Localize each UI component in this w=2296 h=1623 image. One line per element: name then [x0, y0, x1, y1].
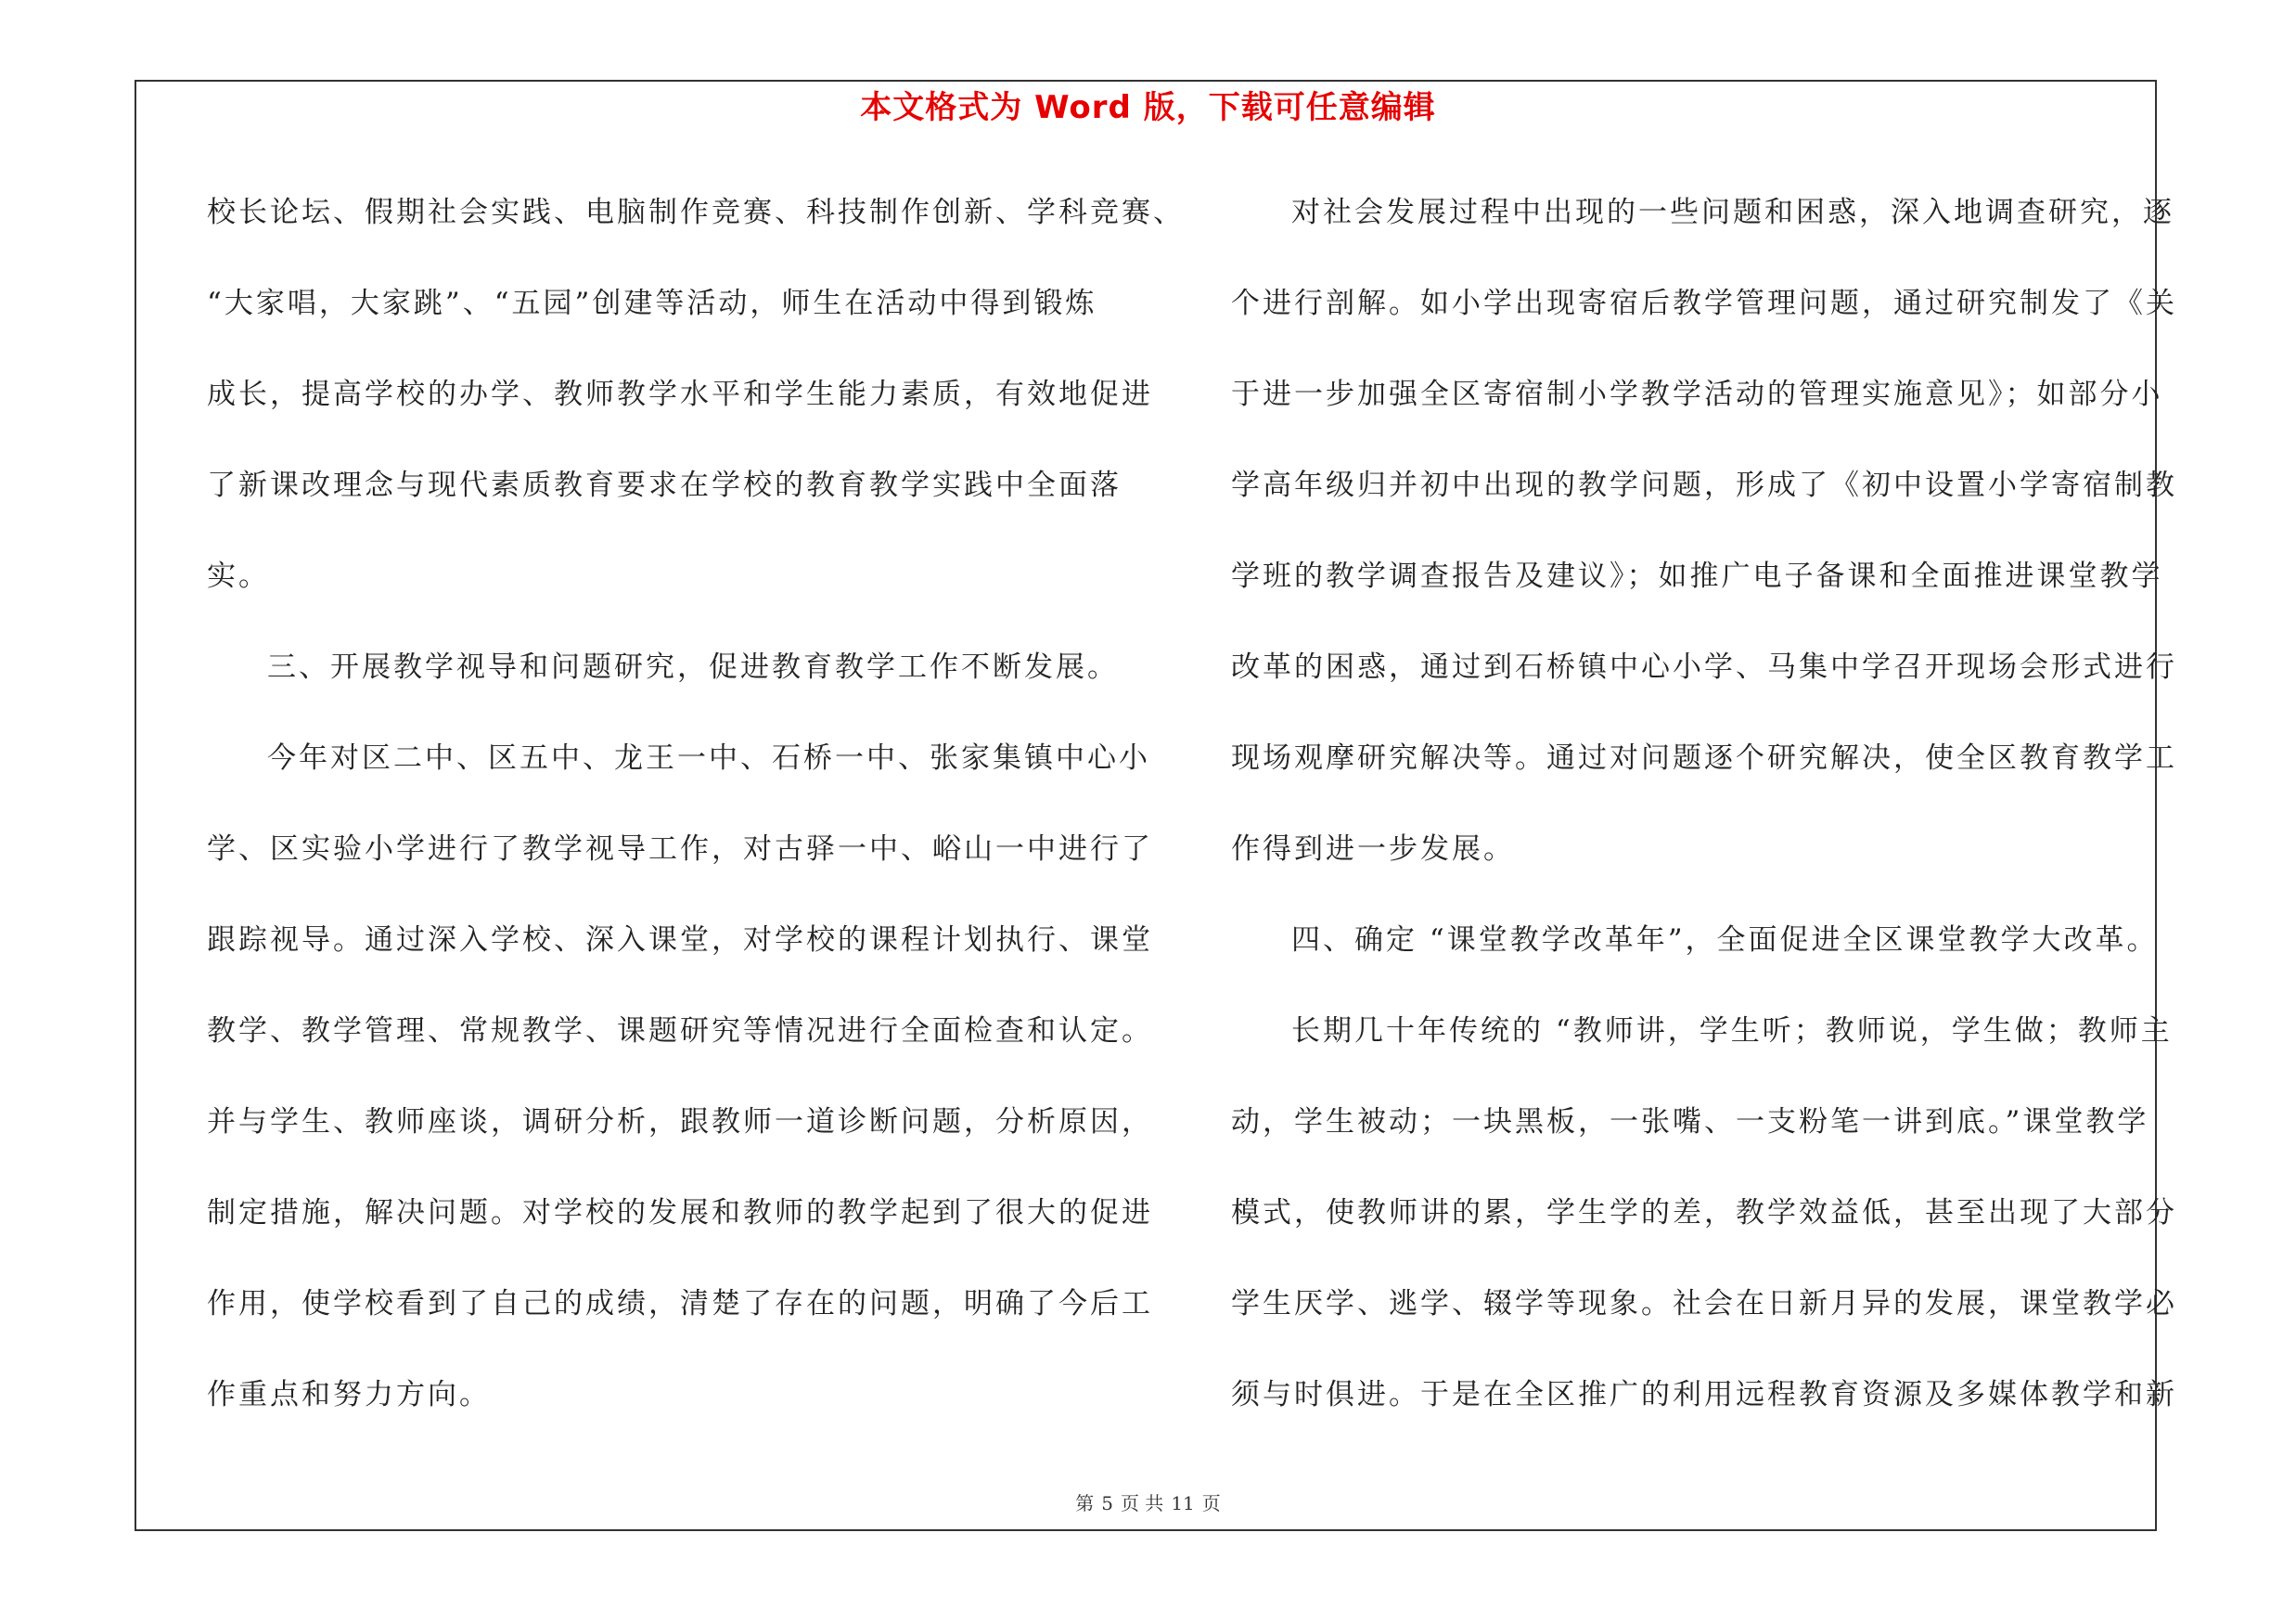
paragraph-line: 动，学生被动；一块黑板，一张嘴、一支粉笔一讲到底。”课堂教学 [1231, 1105, 2149, 1139]
paragraph-line: 作得到进一步发展。 [1231, 832, 1515, 866]
paragraph-line: 教学、教学管理、常规教学、课题研究等情况进行全面检查和认定。 [207, 1014, 1153, 1048]
paragraph-line: 须与时俱进。于是在全区推广的利用远程教育资源及多媒体教学和新 [1231, 1378, 2177, 1411]
paragraph-line: 现场观摩研究解决等。通过对问题逐个研究解决，使全区教育教学工 [1231, 741, 2177, 775]
paragraph-line: 作用，使学校看到了自己的成绩，清楚了存在的问题，明确了今后工 [207, 1287, 1153, 1320]
paragraph-line: 跟踪视导。通过深入学校、深入课堂，对学校的课程计划执行、课堂 [207, 923, 1153, 957]
paragraph-line: “大家唱，大家跳”、“五园”创建等活动，师生在活动中得到锻炼 [207, 287, 1097, 320]
section-heading: 四、确定 “课堂教学改革年”，全面促进全区课堂教学大改革。 [1291, 923, 2159, 957]
paragraph-line: 实。 [207, 560, 270, 593]
paragraph-line: 了新课改理念与现代素质教育要求在学校的教育教学实践中全面落 [207, 469, 1122, 502]
paragraph-line: 学生厌学、逃学、辍学等现象。社会在日新月异的发展，课堂教学必 [1231, 1287, 2177, 1320]
paragraph-line: 学高年级归并初中出现的教学问题，形成了《初中设置小学寄宿制教 [1231, 469, 2177, 502]
format-notice-banner: 本文格式为 Word 版，下载可任意编辑 [860, 89, 1436, 126]
footer-middle: 页 共 [1120, 1492, 1164, 1514]
paragraph-line: 成长，提高学校的办学、教师教学水平和学生能力素质，有效地促进 [207, 378, 1153, 411]
page-number-footer [0, 1491, 2296, 1515]
left-column [207, 184, 1185, 1457]
total-page-count: 11 [1171, 1492, 1195, 1514]
right-column [1231, 184, 2187, 1457]
paragraph-line: 校长论坛、假期社会实践、电脑制作竞赛、科技制作创新、学科竞赛、 [207, 196, 1185, 229]
footer-prefix: 第 [1075, 1492, 1095, 1514]
footer-suffix: 页 [1201, 1492, 1221, 1514]
paragraph-line: 制定措施，解决问题。对学校的发展和教师的教学起到了很大的促进 [207, 1196, 1153, 1230]
paragraph-line: 今年对区二中、区五中、龙王一中、石桥一中、张家集镇中心小 [267, 741, 1150, 775]
paragraph-line: 个进行剖解。如小学出现寄宿后教学管理问题，通过研究制发了《关 [1231, 287, 2177, 320]
paragraph-line: 于进一步加强全区寄宿制小学教学活动的管理实施意见》；如部分小 [1231, 378, 2163, 411]
paragraph-line: 学、区实验小学进行了教学视导工作，对古驿一中、峪山一中进行了 [207, 832, 1153, 866]
section-heading: 三、开展教学视导和问题研究，促进教育教学工作不断发展。 [267, 650, 1119, 684]
current-page-number: 5 [1101, 1492, 1113, 1514]
paragraph-line: 改革的困惑，通过到石桥镇中心小学、马集中学召开现场会形式进行 [1231, 650, 2177, 684]
paragraph-line: 长期几十年传统的 “教师讲，学生听；教师说，学生做；教师主 [1291, 1014, 2173, 1048]
paragraph-line: 并与学生、教师座谈，调研分析，跟教师一道诊断问题，分析原因， [207, 1105, 1153, 1139]
paragraph-line: 对社会发展过程中出现的一些问题和困惑，深入地调查研究，逐 [1291, 196, 2174, 229]
paragraph-line: 作重点和努力方向。 [207, 1378, 491, 1411]
paragraph-line: 学班的教学调查报告及建议》；如推广电子备课和全面推进课堂教学 [1231, 560, 2163, 593]
paragraph-line: 模式，使教师讲的累，学生学的差，教学效益低，甚至出现了大部分 [1231, 1196, 2177, 1230]
